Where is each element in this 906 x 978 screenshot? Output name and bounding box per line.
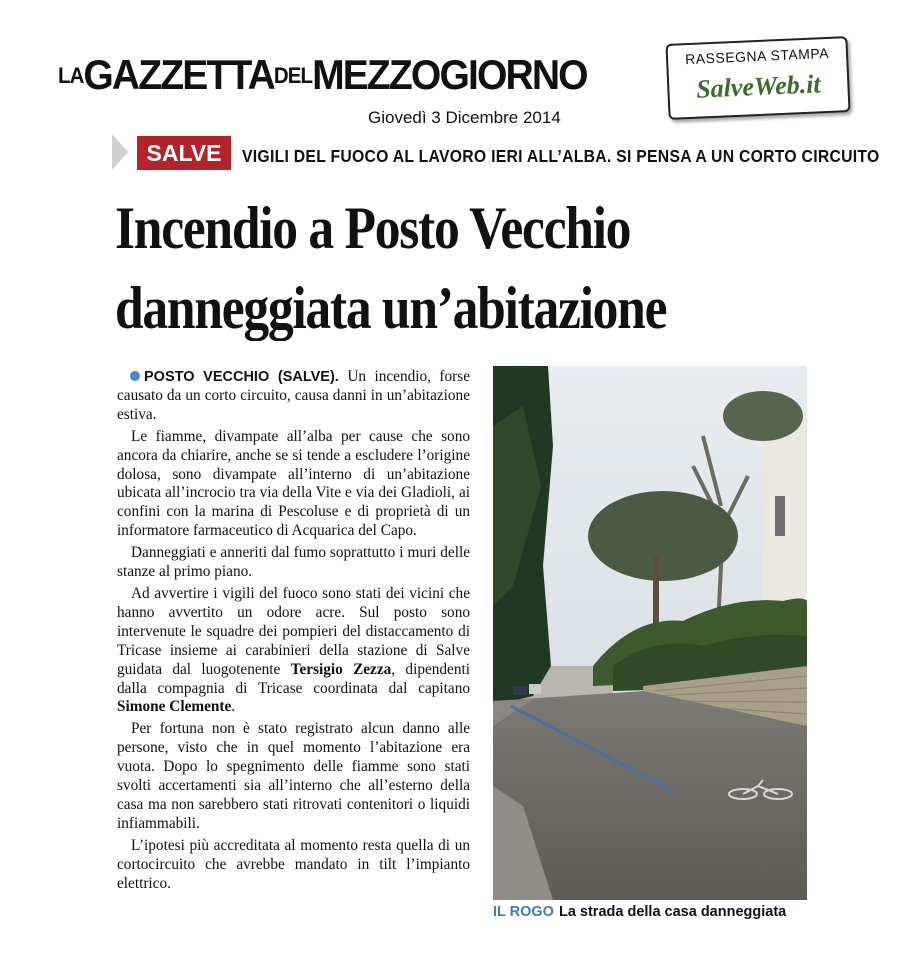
street-scene-illustration: [493, 366, 807, 900]
section-tag: SALVE: [137, 136, 231, 170]
article-paragraph: [117, 585, 470, 717]
stamp-brand: SalveWeb.it: [695, 69, 822, 104]
stamp-label: RASSEGNA STAMPA: [684, 44, 830, 68]
bullet-dot-icon: [130, 371, 140, 381]
article-paragraph: Danneggiati e anneriti dal fumo soprattutto i muri delle stanze al primo piano.: [117, 544, 470, 581]
caption-label: IL ROGO: [493, 904, 554, 920]
dateline: POSTO VECCHIO (SALVE).: [144, 369, 339, 385]
headline-line-1: Incendio a Posto Vecchio: [115, 195, 631, 261]
article-paragraph: L’ipotesi più accreditata al momento resta quella di un cortocircuito che avrebbe mandato in tilt l’impianto elettrico.: [117, 836, 470, 892]
paragraph-text: .: [231, 698, 236, 716]
article-paragraph: Per fortuna non è stato registrato alcun danno alle persone, visto che in quel momento l’abitazione era vuota. Dopo lo spegnimento delle fiamme sono stati svolti accertamenti sia all’interno che all’esterno della casa ma non sarebbero stati ritrovati contenitori o liquidi infiammabili.: [117, 720, 470, 832]
article-paragraph: Le fiamme, divampate all’alba per cause che sono ancora da chiarire, anche se si tende a escludere l’origine dolosa, sono divampate all’interno di un’abitazione ubicata all’incrocio tra via della Vite e via dei Gladioli, ai confini con la marina di Pescoluse e di proprietà di un informatore farmaceutico di Acquarica del Capo.: [117, 427, 470, 540]
person-name: Tersigio Zezza: [290, 660, 392, 678]
headline: [115, 188, 717, 348]
person-name: Simone Clemente: [117, 698, 232, 716]
paragraph-text: , dipendenti dalla compagnia di Tricase coordinata dal capitano: [117, 660, 470, 697]
kicker-text: VIGILI DEL FUOCO AL LAVORO IERI ALL’ALBA. SI PENSA A UN CORTO CIRCUITO: [242, 146, 880, 166]
headline-line-2: danneggiata un’abitazione: [115, 275, 667, 341]
issue-date: Giovedì 3 Dicembre 2014: [368, 108, 561, 127]
masthead-logo: [58, 50, 588, 100]
paragraph-text: Ad avvertire i vigili del fuoco sono stati dei vicini che hanno avvertito un odore acre. Sul posto sono intervenute le squadre dei pompieri del distaccamento di Tricase insieme ai carabinieri della stazione di Salve guidata dal luogotenente: [117, 584, 470, 678]
masthead-gazzetta: GAZZETTA: [83, 51, 274, 98]
caption-text: La strada della casa danneggiata: [558, 904, 787, 920]
masthead-del: DEL: [273, 63, 313, 88]
press-review-stamp: [665, 36, 850, 120]
article-body: [117, 368, 470, 896]
article-paragraph: [117, 368, 470, 425]
masthead-mezzogiorno: MEZZOGIORNO: [312, 51, 587, 98]
photo-caption: [493, 904, 786, 920]
masthead-la: LA: [58, 63, 84, 88]
paragraph-text: Un incendio, forse causato da un corto circuito, causa danni in un’abitazione estiva.: [117, 368, 471, 423]
article-photo: [493, 366, 807, 900]
kicker-arrow-icon: [112, 134, 128, 170]
